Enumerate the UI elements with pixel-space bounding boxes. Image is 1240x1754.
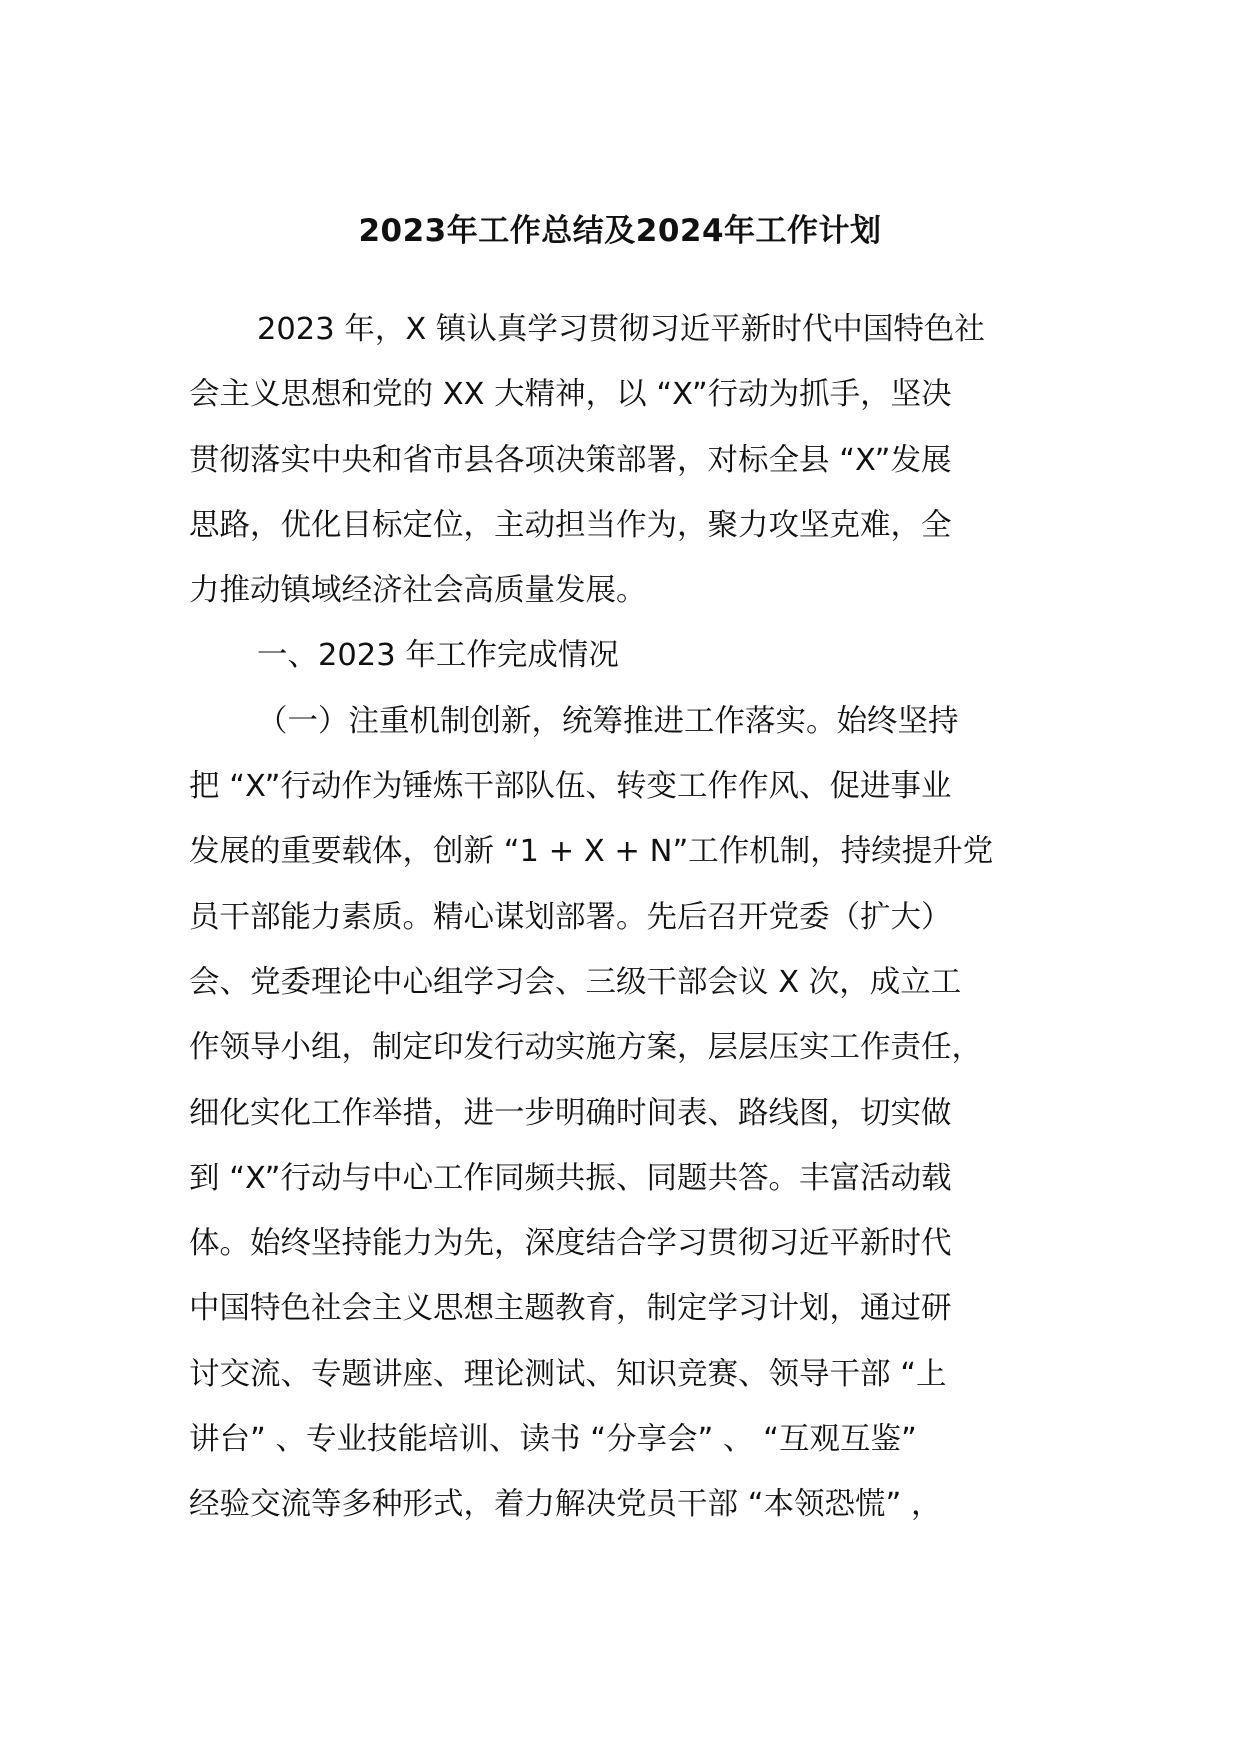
paragraph-line: 讲台” 、专业技能培训、读书 “分享会” 、 “互观互鉴”	[189, 1422, 917, 1458]
paragraph-line: 员干部能力素质。精心谋划部署。先后召开党委（扩大）	[189, 899, 952, 935]
section-heading: 一、2023 年工作完成情况	[257, 638, 619, 674]
paragraph-line: 会、党委理论中心组学习会、三级干部会议 X 次，成立工	[189, 964, 962, 1000]
document-body	[189, 297, 1059, 1538]
paragraph-line: 作领导小组，制定印发行动实施方案，层层压实工作责任，	[189, 1030, 982, 1066]
paragraph-line: 力推动镇域经济社会高质量发展。	[189, 573, 647, 609]
paragraph-line: 贯彻落实中央和省市县各项决策部署，对标全县 “X”发展	[189, 442, 952, 478]
paragraph-line: （一）注重机制创新，统筹推进工作落实。始终坚持	[257, 703, 959, 739]
paragraph-line: 中国特色社会主义思想主题教育，制定学习计划，通过研	[189, 1291, 952, 1327]
paragraph-line: 把 “X”行动作为锤炼干部队伍、转变工作作风、促进事业	[189, 769, 952, 805]
paragraph-line: 到 “X”行动与中心工作同频共振、同题共答。丰富活动载	[189, 1160, 952, 1196]
document-title: 2023年工作总结及2024年工作计划	[358, 213, 882, 249]
paragraph-line: 经验交流等多种形式，着力解决党员干部 “本领恐慌” ，	[189, 1487, 942, 1523]
paragraph-line: 讨交流、专题讲座、理论测试、知识竞赛、领导干部 “上	[189, 1356, 947, 1392]
paragraph-line: 细化实化工作举措，进一步明确时间表、路线图，切实做	[189, 1095, 952, 1131]
paragraph-line: 2023 年，X 镇认真学习贯彻习近平新时代中国特色社	[257, 312, 985, 347]
paragraph-line: 体。始终坚持能力为先，深度结合学习贯彻习近平新时代	[189, 1226, 952, 1262]
paragraph-line: 发展的重要载体，创新 “1 + X + N”工作机制，持续提升党	[189, 834, 994, 870]
paragraph-line: 会主义思想和党的 XX 大精神，以 “X”行动为抓手，坚决	[189, 377, 952, 413]
paragraph-line: 思路，优化目标定位，主动担当作为，聚力攻坚克难，全	[189, 507, 952, 543]
